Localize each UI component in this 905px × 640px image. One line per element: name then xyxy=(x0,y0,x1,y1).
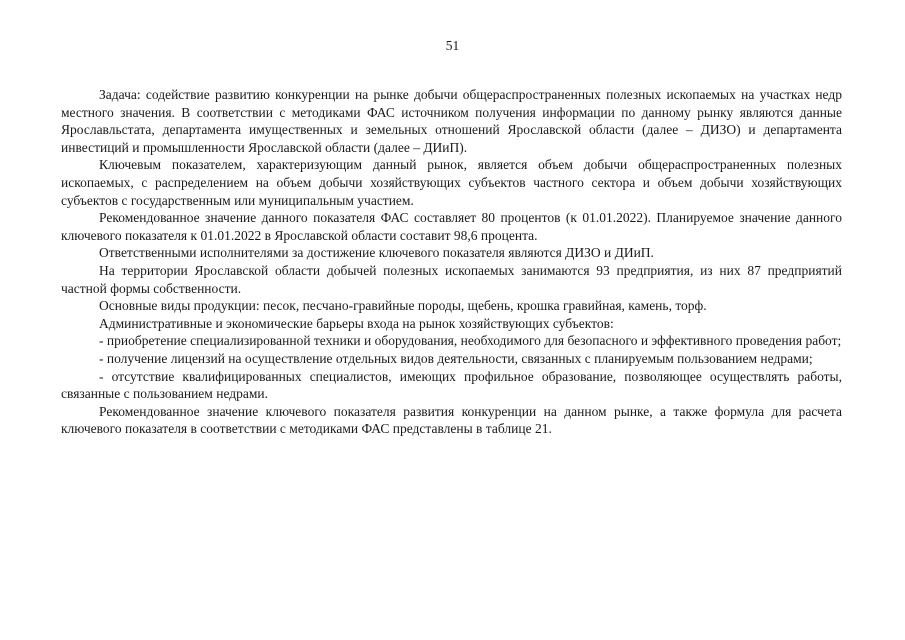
paragraph-barriers-intro: Административные и экономические барьеры входа на рынок хозяйствующих субъектов: xyxy=(99,315,614,331)
paragraph-key-indicator: Ключевым показателем, характеризующим данный рынок, является объем добычи общераспространенных полезных ископаемых, с распределением на объем добычи хозяйствующих субъектов частного сектора и объем добычи хозяйствующих субъектов с государственным или муниципальным участием. xyxy=(61,157,842,208)
paragraph-table-reference: Рекомендованное значение ключевого показателя развития конкуренции на данном рынке, а также формула для расчета ключевого показателя в соответствии с методиками ФАС представлены в таблице 21. xyxy=(61,403,842,437)
list-item-specialists: - отсутствие квалифицированных специалистов, имеющих профильное образование, позволяющее осуществлять работы, связанные с пользованием недрами. xyxy=(61,368,842,402)
document-body xyxy=(61,86,842,438)
paragraph-responsible: Ответственными исполнителями за достижение ключевого показателя являются ДИЗО и ДИиП. xyxy=(99,245,654,261)
paragraph-enterprises: На территории Ярославской области добычей полезных ископаемых занимаются 93 предприятия, из них 87 предприятий частной формы собственности. xyxy=(61,262,842,296)
list-item-equipment: - приобретение специализированной техники и оборудования, необходимого для безопасного и эффективного проведения работ; xyxy=(99,333,842,349)
page-number: 51 xyxy=(445,38,460,53)
list-item-licenses: - получение лицензий на осуществление отдельных видов деятельности, связанных с планируемым пользованием недрами; xyxy=(99,350,813,366)
paragraph-products: Основные виды продукции: песок, песчано-гравийные породы, щебень, крошка гравийная, камень, торф. xyxy=(99,298,707,314)
paragraph-task: Задача: содействие развитию конкуренции на рынке добычи общераспространенных полезных ископаемых на участках недр местного значения. В соответствии с методиками ФАС источником получения информации по данному рынку являются данные Ярославльстата, департамента имущественных и земельных отношений Ярославской области (далее – ДИЗО) и департамента инвестиций и промышленности Ярославской области (далее – ДИиП). xyxy=(61,87,842,155)
paragraph-recommended-value: Рекомендованное значение данного показателя ФАС составляет 80 процентов (к 01.01.2022). Планируемое значение данного ключевого показателя к 01.01.2022 в Ярославской области составит 98,6 процента. xyxy=(61,210,842,243)
